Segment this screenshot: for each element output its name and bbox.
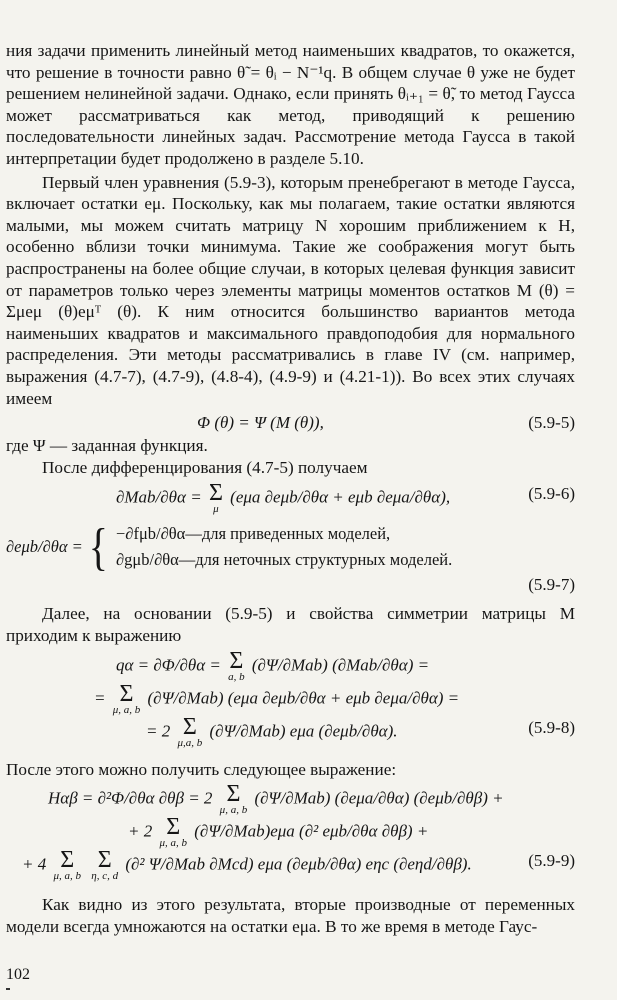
equation-5-9-5-formula: Φ (θ) = Ψ (M (θ)), [197, 413, 324, 433]
equation-5-9-6-lhs: ∂Mab/∂θα = [116, 487, 202, 507]
eq598-l1-lhs: qα = ∂Φ/∂θα = [116, 655, 221, 675]
paragraph-3: где Ψ — заданная функция. [6, 436, 208, 456]
eq599-l3-lhs: + 4 [22, 854, 47, 874]
equation-5-9-6 [6, 482, 575, 515]
equation-5-9-8-line-2 [6, 683, 575, 716]
page-number: 102 [6, 966, 30, 983]
eq598-l2-lhs: = [94, 688, 106, 708]
sum-symbol: Σ μ, a, b [53, 847, 82, 883]
eq599-l1-lhs: Hαβ = ∂²Φ/∂θα ∂θβ = 2 [48, 788, 213, 808]
eq598-l3-lhs: = 2 [146, 721, 171, 741]
equation-5-9-6-rhs: (eμa ∂eμb/∂θα + eμb ∂eμa/∂θα), [230, 487, 451, 507]
sum-subscript: μ, a, b [159, 837, 188, 850]
equation-5-9-8-line-1 [6, 650, 575, 683]
sum-subscript: a, b [228, 671, 245, 684]
equation-5-9-7-lhs: ∂eμb/∂θα = [6, 537, 83, 557]
equation-5-9-5-number: (5.9-5) [528, 413, 575, 433]
equation-5-9-8-number: (5.9-8) [528, 718, 575, 738]
sum-symbol: Σ μ, a, b [219, 781, 248, 817]
equation-5-9-7 [6, 517, 575, 576]
sum-symbol: Σ μ, a, b [159, 814, 188, 850]
equation-5-9-6-number: (5.9-6) [528, 484, 575, 504]
sum-symbol: Σ η, c, d [91, 847, 119, 883]
sum-symbol: Σ a, b [228, 648, 245, 684]
equation-5-9-9-line-1 [6, 783, 575, 816]
eq598-l1-rhs: (∂Ψ/∂Mab) (∂Mab/∂θα) = [251, 655, 430, 675]
sum-symbol: Σ μ, a, b [112, 681, 141, 717]
eq599-l2-rhs: (∂Ψ/∂Mab)eμa (∂² eμb/∂θα ∂θβ) + [194, 821, 429, 841]
paragraph-6: После этого можно получить следующее выражение: [6, 760, 397, 780]
paragraph-5: Далее, на основании (5.9-5) и свойства симметрии матрицы M приходим к выражению [6, 604, 575, 645]
paragraph-7: Как видно из этого результата, вторые производные от переменных модели всегда умножаются на остатки eμa. В то же время в методе Гаус- [6, 895, 575, 936]
equation-5-9-7-number: (5.9-7) [528, 575, 575, 595]
equation-5-9-7-cases [116, 521, 452, 573]
eq598-l2-rhs: (∂Ψ/∂Mab) (eμa ∂eμb/∂θα + eμb ∂eμa/∂θα) = [147, 688, 460, 708]
sum-subscript: η, c, d [91, 870, 119, 883]
equation-5-9-5 [6, 411, 575, 435]
equation-5-9-8-line-3 [6, 716, 575, 749]
sum-subscript: μ [213, 503, 219, 516]
paragraph-1: ния задачи применить линейный метод наименьших квадратов, то окажется, что решение в точности равно θ̃ = θᵢ − N⁻¹q. В общем случае θ уже не будет решением нелинейной задачи. Однако, если принять θᵢ₊₁ = θ̃, то метод Гаусса может рассматриваться как метод, приводящий к решению последовательности линейных задач. Рассмотрение метода Гаусса в такой интерпретации будет продолжено в разделе 5.10. [6, 41, 575, 168]
sum-subscript: μ,a, b [177, 737, 203, 750]
equation-5-9-9-line-3 [6, 849, 575, 882]
paragraph-4: После дифференцирования (4.7-5) получаем [42, 457, 368, 477]
eq598-l3-rhs: (∂Ψ/∂Mab) eμa (∂eμb/∂θα). [209, 721, 398, 741]
eq599-l2-lhs: + 2 [128, 821, 153, 841]
paragraph-2: Первый член уравнения (5.9-3), которым пренебрегают в методе Гаусса, включает остатки eμ. Поскольку, как мы полагаем, такие остатки являются малыми, мы можем считать матрицу N хорошим приближением к H, особенно вблизи точки минимума. Такие же соображения могут быть распространены на более общие случаи, в которых целевая функция зависит от параметров только через элементы матрицы моментов остатков M (θ) = Σμeμ (θ)eμᵀ (θ). К ним относится большинство вариантов метода наименьших квадратов и максимального правдоподобия для нормального распределения. Эти методы рассматривались в главе IV (см. например, выражения (4.7-7), (4.7-9), (4.8-4), (4.9-9) и (4.21-1)). Во всех этих случаях имеем [6, 172, 575, 408]
sum-symbol: Σ μ [208, 480, 223, 516]
sum-symbol: Σ μ,a, b [177, 714, 203, 750]
eq599-l3-rhs: (∂² Ψ/∂Mab ∂Mcd) eμa (∂eμb/∂θα) eηc (∂eηd/∂θβ). [125, 854, 472, 874]
scan-mark [6, 988, 10, 990]
equation-5-9-9-number: (5.9-9) [528, 851, 575, 871]
sum-subscript: μ, a, b [53, 870, 82, 883]
sum-subscript: μ, a, b [112, 704, 141, 717]
case-row-2: ∂gμb/∂θα—для неточных структурных моделей. [115, 550, 453, 570]
sum-subscript: μ, a, b [219, 804, 248, 817]
case-row-1: −∂fμb/∂θα—для приведенных моделей, [115, 524, 391, 544]
eq599-l1-rhs: (∂Ψ/∂Mab) (∂eμa/∂θα) (∂eμb/∂θβ) + [254, 788, 504, 808]
equation-5-9-9-line-2 [6, 816, 575, 849]
left-brace: { [88, 517, 108, 576]
